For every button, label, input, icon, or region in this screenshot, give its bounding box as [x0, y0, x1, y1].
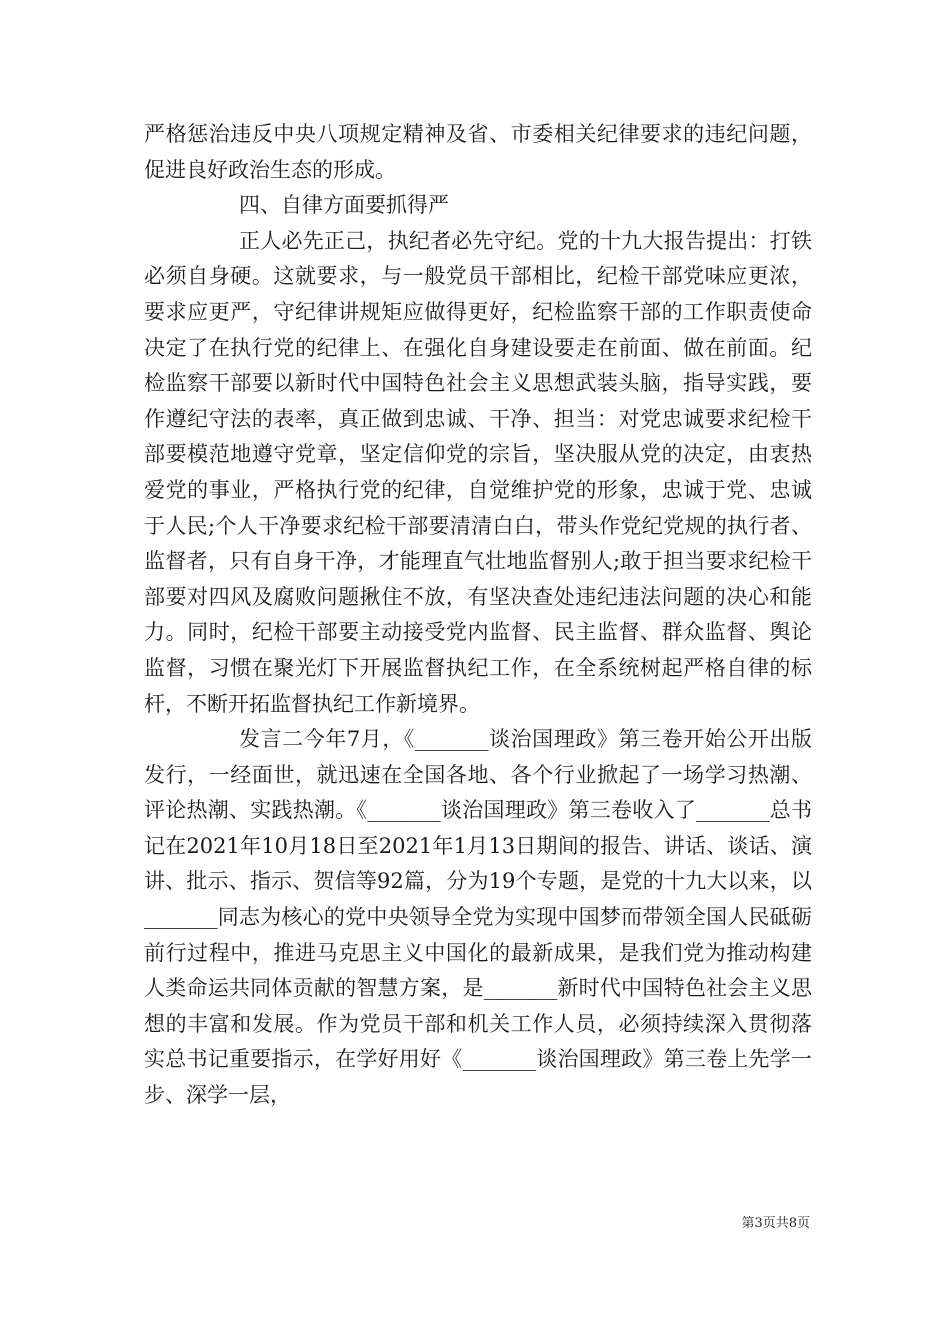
page-number: 第3页共8页 — [741, 1216, 810, 1231]
paragraph-discipline-end: 严格惩治违反中央八项规定精神及省、市委相关纪律要求的违纪问题，促进良好政治生态的形成。 — [144, 122, 812, 182]
paragraph-speech-two: 发言二今年7月，《_______谈治国理政》第三卷开始公开出版发行，一经面世，就迅速在全国各地、各个行业掀起了一场学习热潮、评论热潮、实践热潮。《_______谈治国理政》第三卷收入了_______总书记在2021年10月18日至2021年1月13日期间的报告、讲话、谈话、演讲、批示、指示、贺信等92篇，分为19个专题，是党的十九大以来，以_______同志为核心的党中央领导全党为实现中国梦而带领全国人民砥砺前行过程中，推进马克思主义中国化的最新成果，是我们党为推动构建人类命运共同体贡献的智慧方案，是_______新时代中国特色社会主义思想的丰富和发展。作为党员干部和机关工作人员，必须持续深入贯彻落实总书记重要指示，在学好用好《_______谈治国理政》第三卷上先学一步、深学一层， — [144, 727, 812, 1108]
section-heading-self-discipline: 四、自律方面要抓得严 — [239, 193, 449, 218]
paragraph-self-discipline: 正人必先正己，执纪者必先守纪。党的十九大报告提出：打铁必须自身硬。这就要求，与一般党员干部相比，纪检干部党味应更浓，要求应更严，守纪律讲规矩应做得更好，纪检监察干部的工作职责使命决定了在执行党的纪律上、在强化自身建设要走在前面、做在前面。纪检监察干部要以新时代中国特色社会主义思想武装头脑，指导实践，要作遵纪守法的表率，真正做到忠诚、干净、担当：对党忠诚要求纪检干部要模范地遵守党章，坚定信仰党的宗旨，坚决服从党的决定，由衷热爱党的事业，严格执行党的纪律，自觉维护党的形象，忠诚于党、忠诚于人民;个人干净要求纪检干部要清清白白，带头作党纪党规的执行者、监督者，只有自身干净，才能理直气壮地监督别人;敢于担当要求纪检干部要对四风及腐败问题揪住不放，有坚决查处违纪违法问题的决心和能力。同时，纪检干部要主动接受党内监督、民主监督、群众监督、舆论监督，习惯在聚光灯下开展监督执纪工作，在全系统树起严格自律的标杆，不断开拓监督执纪工作新境界。 — [144, 228, 812, 716]
document-body — [144, 117, 812, 1114]
